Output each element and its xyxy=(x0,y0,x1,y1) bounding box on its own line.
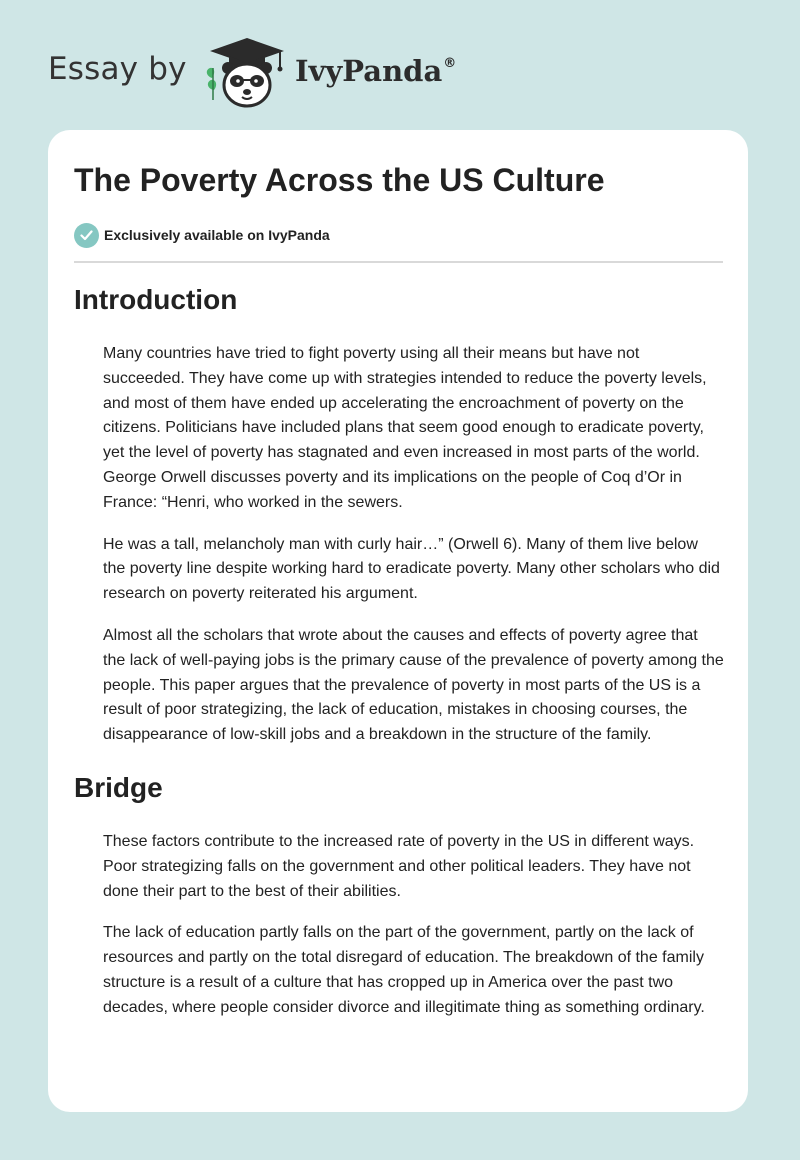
brand-name[interactable] xyxy=(295,54,456,88)
badge-text: Exclusively available on IvyPanda xyxy=(104,227,330,243)
text-line: He was a tall, melancholy man with curly hair…” (Orwell 6). Many of them live below xyxy=(103,535,698,553)
text-line: decades, where people consider divorce and illegitimate thing as something ordinary. xyxy=(103,998,705,1016)
text-line: Many countries have tried to fight poverty using all their means but have not xyxy=(103,345,640,362)
paragraph xyxy=(74,921,723,1020)
text-line: France: “Henri, who worked in the sewers. xyxy=(103,493,403,511)
paragraph xyxy=(74,624,723,748)
text-line: The lack of education partly falls on the part of the government, partly on the lack of xyxy=(103,924,694,942)
paragraph xyxy=(74,342,723,516)
essay-card xyxy=(48,130,748,1112)
brand-text: IvyPanda xyxy=(295,54,443,88)
paragraph xyxy=(74,533,723,607)
registered-mark: ® xyxy=(443,56,457,71)
text-line: George Orwell discusses poverty and its implications on the people of Coq d’Or in xyxy=(103,468,682,486)
text-line: the lack of well-paying jobs is the primary cause of the prevalence of poverty among the xyxy=(103,651,724,669)
text-line: succeeded. They have come up with strategies intended to reduce the poverty levels, xyxy=(103,369,707,387)
divider xyxy=(74,261,723,263)
panda-logo-icon[interactable] xyxy=(202,34,292,110)
text-line: and most of them have ended up accelerating the encroachment of poverty on the xyxy=(103,394,684,412)
text-line: Almost all the scholars that wrote about the causes and effects of poverty agree that xyxy=(103,626,698,644)
text-line: research on poverty reiterated his argument. xyxy=(103,585,418,603)
essay-by-label: Essay by xyxy=(48,51,187,87)
section-heading-introduction: Introduction xyxy=(74,284,238,315)
text-line: resources and partly on the total disregard of education. The breakdown of the family xyxy=(103,949,704,967)
section-heading-bridge: Bridge xyxy=(74,771,163,803)
paragraph xyxy=(74,830,723,904)
site-header xyxy=(48,34,748,114)
text-line: people. This paper argues that the prevalence of poverty in most parts of the US is a xyxy=(103,676,701,694)
text-line: yet the level of poverty has stagnated and even increased in most parts of the world. xyxy=(103,444,700,462)
essay-body xyxy=(74,282,723,1038)
text-line: done their part to the best of their abilities. xyxy=(103,882,401,900)
availability-badge xyxy=(74,222,330,248)
page-title: The Poverty Across the US Culture xyxy=(74,162,605,198)
text-line: disappearance of low-skill jobs and a breakdown in the structure of the family. xyxy=(103,726,652,744)
check-icon xyxy=(74,223,99,248)
text-line: structure is a result of a culture that has cropped up in America over the past two xyxy=(103,973,674,991)
text-line: the poverty line despite working hard to eradicate poverty. Many other scholars who did xyxy=(103,560,720,578)
text-line: citizens. Politicians have included plans that seem good enough to eradicate poverty, xyxy=(103,419,704,437)
text-line: result of poor strategizing, the lack of education, mistakes in choosing courses, the xyxy=(103,701,688,719)
text-line: These factors contribute to the increased rate of poverty in the US in different ways. xyxy=(103,832,695,850)
ivy-leaf-icon xyxy=(207,68,216,100)
text-line: Poor strategizing falls on the government and other political leaders. They have not xyxy=(103,857,691,875)
